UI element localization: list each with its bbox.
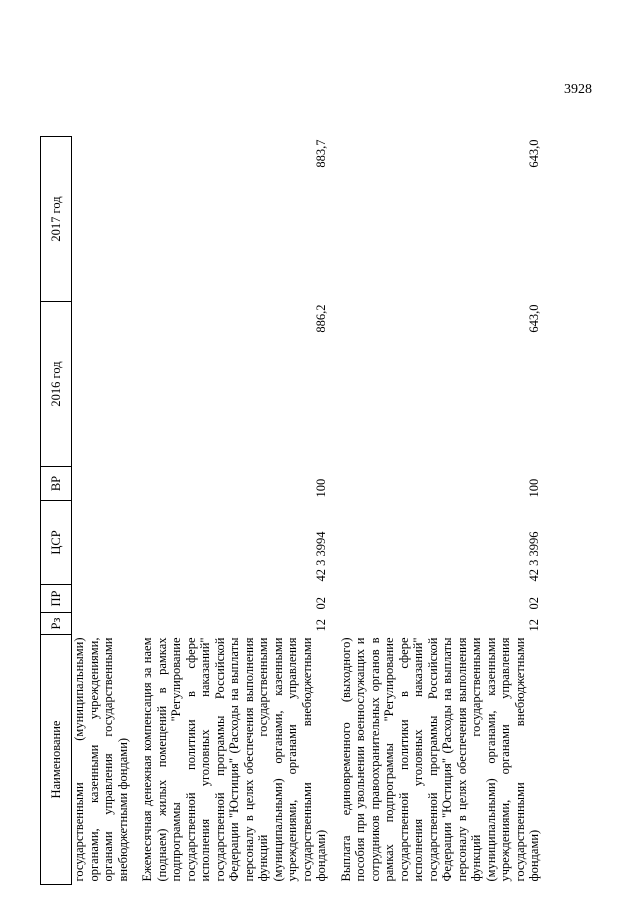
header-rz: Рз <box>41 613 72 635</box>
row-name: Ежемесячная денежная компенсация за наем (поднаем) жилых помещений в рамках подпрограммы "Регулирование государственной политики в сфере исполнения уголовных наказаний" государственной программы Российской Федерации "Юстиция" (Расходы на выплаты персоналу в целях обеспечения выполнения функций государственными (муниципальными) органами, казенными учреждениями, органами управления государственными внебюджетными фондами) <box>140 637 328 882</box>
header-2016: 2016 год <box>41 302 72 467</box>
row-name: Выплата единовременного (выходного) пособия при увольнении военнослужащих и сотрудников правоохранительных органов в рамках подпрограммы "Регулирование государственной политики в сфере исполнения уголовных наказаний" государственной программы Российской Федерации "Юстиция" (Расходы на выплаты персоналу в целях обеспечения выполнения функций государственными (муниципальными) органами, казенными учреждениями, органами управления государственными внебюджетными фондами) <box>338 637 541 882</box>
row-rz: 12 <box>527 619 541 632</box>
rotated-page <box>40 65 610 885</box>
header-name: Наименование <box>41 635 72 885</box>
row-pr: 02 <box>527 597 541 610</box>
header-2017: 2017 год <box>41 137 72 302</box>
header-csr: ЦСР <box>41 501 72 585</box>
budget-table <box>40 136 542 885</box>
continuation-text: государственными (муниципальными) органами, казенными учреждениями, органами управления государственными внебюджетными фондами) <box>72 637 130 882</box>
table-header-row <box>41 137 72 885</box>
row-vr: 100 <box>527 478 541 498</box>
row-2016: 886,2 <box>314 304 328 333</box>
row-2017: 643,0 <box>527 139 541 168</box>
table-row <box>140 137 329 885</box>
row-csr: 42 3 3996 <box>527 531 541 582</box>
header-pr: ПР <box>41 585 72 613</box>
row-pr: 02 <box>314 597 328 610</box>
row-2017: 883,7 <box>314 139 328 168</box>
page-number: 3928 <box>564 82 592 97</box>
header-vr: ВР <box>41 467 72 501</box>
row-2016: 643,0 <box>527 304 541 333</box>
row-vr: 100 <box>314 478 328 498</box>
row-rz: 12 <box>314 619 328 632</box>
continuation-row <box>72 137 131 885</box>
table-row <box>339 137 542 885</box>
row-csr: 42 3 3994 <box>314 531 328 582</box>
